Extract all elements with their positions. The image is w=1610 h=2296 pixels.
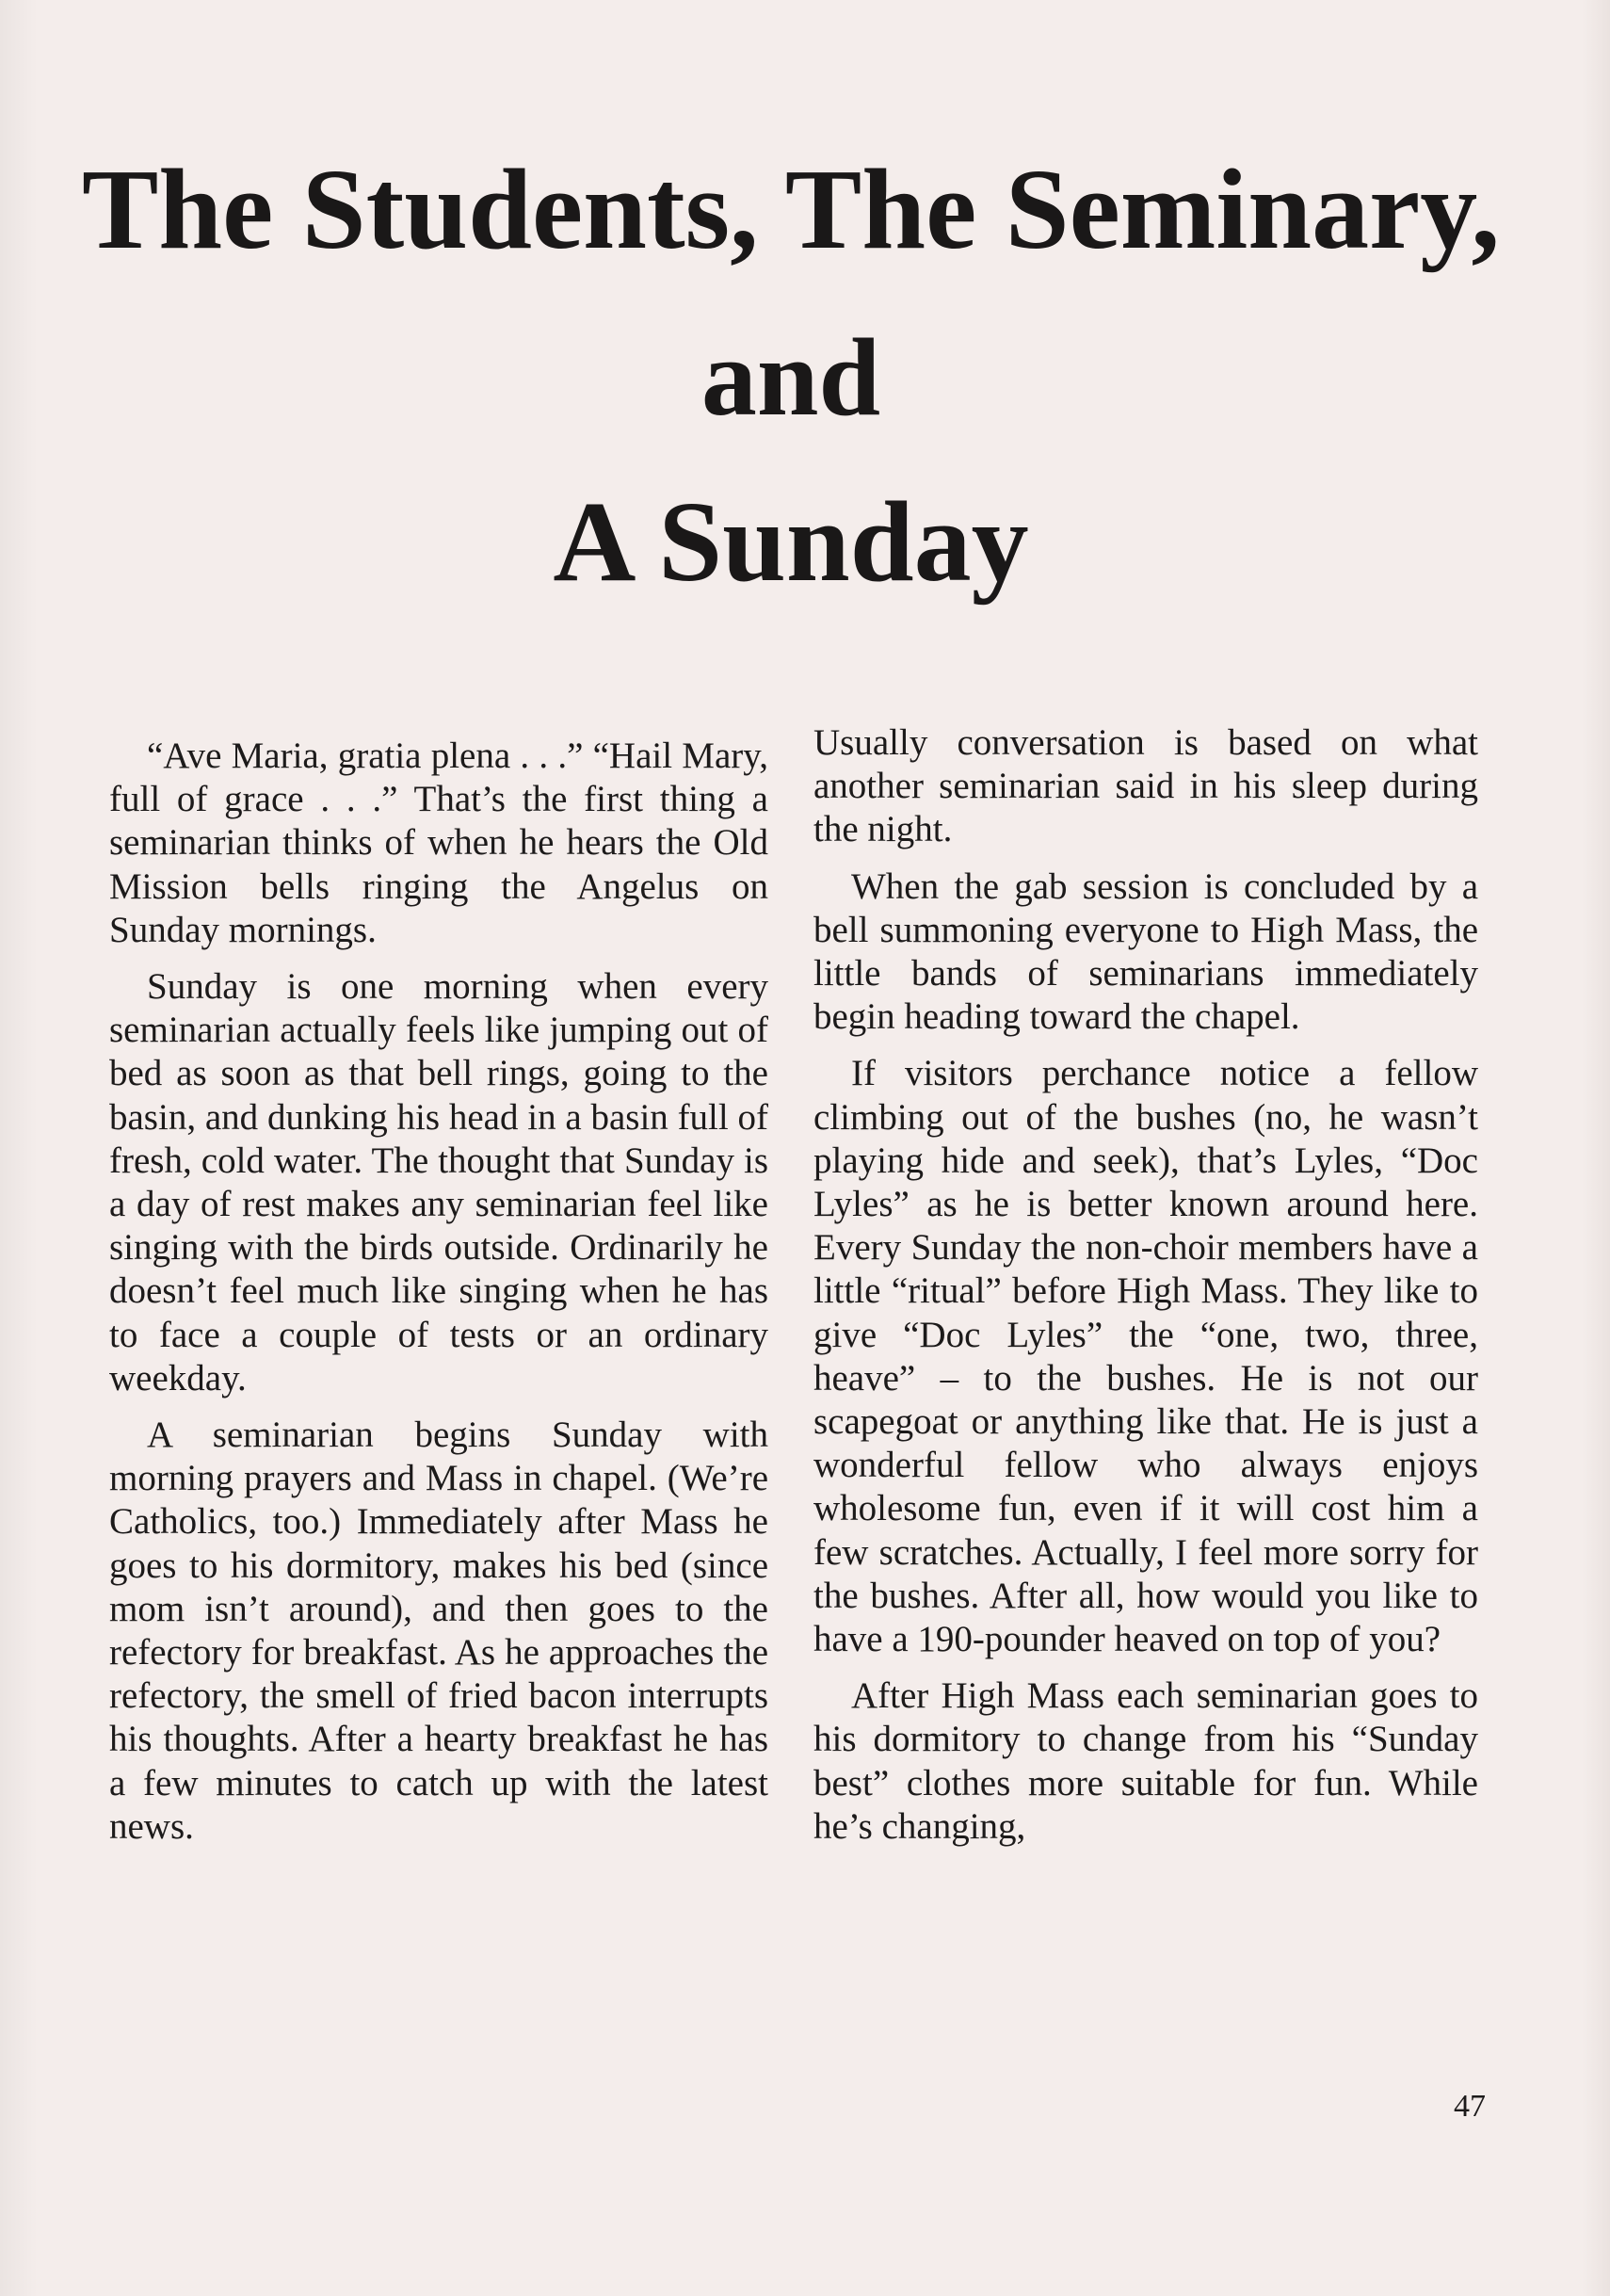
page-number: 47 [1454,2089,1486,2124]
right-column [813,721,1478,1862]
left-paragraph-3: A seminarian begins Sunday with morning prayers and Mass in chapel. (We’re Catholics, too.) Immediately after Mass he goes to his dormitory, makes his bed (since mom isn’t around), and then goes to the refectory for breakfast. As he approaches the refectory, the smell of fried bacon interrupts his thoughts. After a hearty breakfast he has a few minutes to catch up with the latest news. [109,1415,768,1847]
title-line-3: A Sunday [553,478,1029,606]
right-paragraph-1: Usually conversation is based on what another seminarian said in his sleep during the night. [813,722,1478,850]
right-paragraph-2: When the gab session is concluded by a bell summoning everyone to High Mass, the little bands of seminarians immediately begin heading toward the chapel. [813,865,1478,1038]
left-column [109,735,768,1862]
title-line-2: and [700,315,881,439]
left-paragraph-2: Sunday is one morning when every seminarian actually feels like jumping out of bed as soon as that bell rings, going to the basin, and dunking his head in a basin full of fresh, cold water. The thought that Sunday is a day of rest makes any seminarian feel like singing with the birds outside. Ordinarily he doesn’t feel much like singing when he has to face a couple of tests or an ordinary weekday. [109,966,768,1399]
right-paragraph-3: If visitors perchance notice a fellow climbing out of the bushes (no, he wasn’t playing hide and seek), that’s Lyles, “Doc Lyles” as he is better known around here. Every Sunday the non-choir members have a little “ritual” before High Mass. They like to give “Doc Lyles” the “one, two, three, heave” – to the bushes. He is not our scapegoat or anything like that. He is just a wonderful fellow who always enjoys wholesome fun, even if it will cost him a few scratches. Actually, I feel more sorry for the bushes. After all, how would you like to have a 190-pounder heaved on top of you? [813,1053,1478,1660]
right-paragraph-4: After High Mass each seminarian goes to his dormitory to change from his “Sunday best” clothes more suitable for fun. While he’s changing, [813,1675,1478,1847]
title-line-1: The Students, The Seminary, [81,146,1501,273]
left-paragraph-1: “Ave Maria, gratia plena . . .” “Hail Mary, full of grace . . .” That’s the first thing a seminarian thinks of when he hears the Old Mission bells ringing the Angelus on Sunday mornings. [109,736,768,950]
